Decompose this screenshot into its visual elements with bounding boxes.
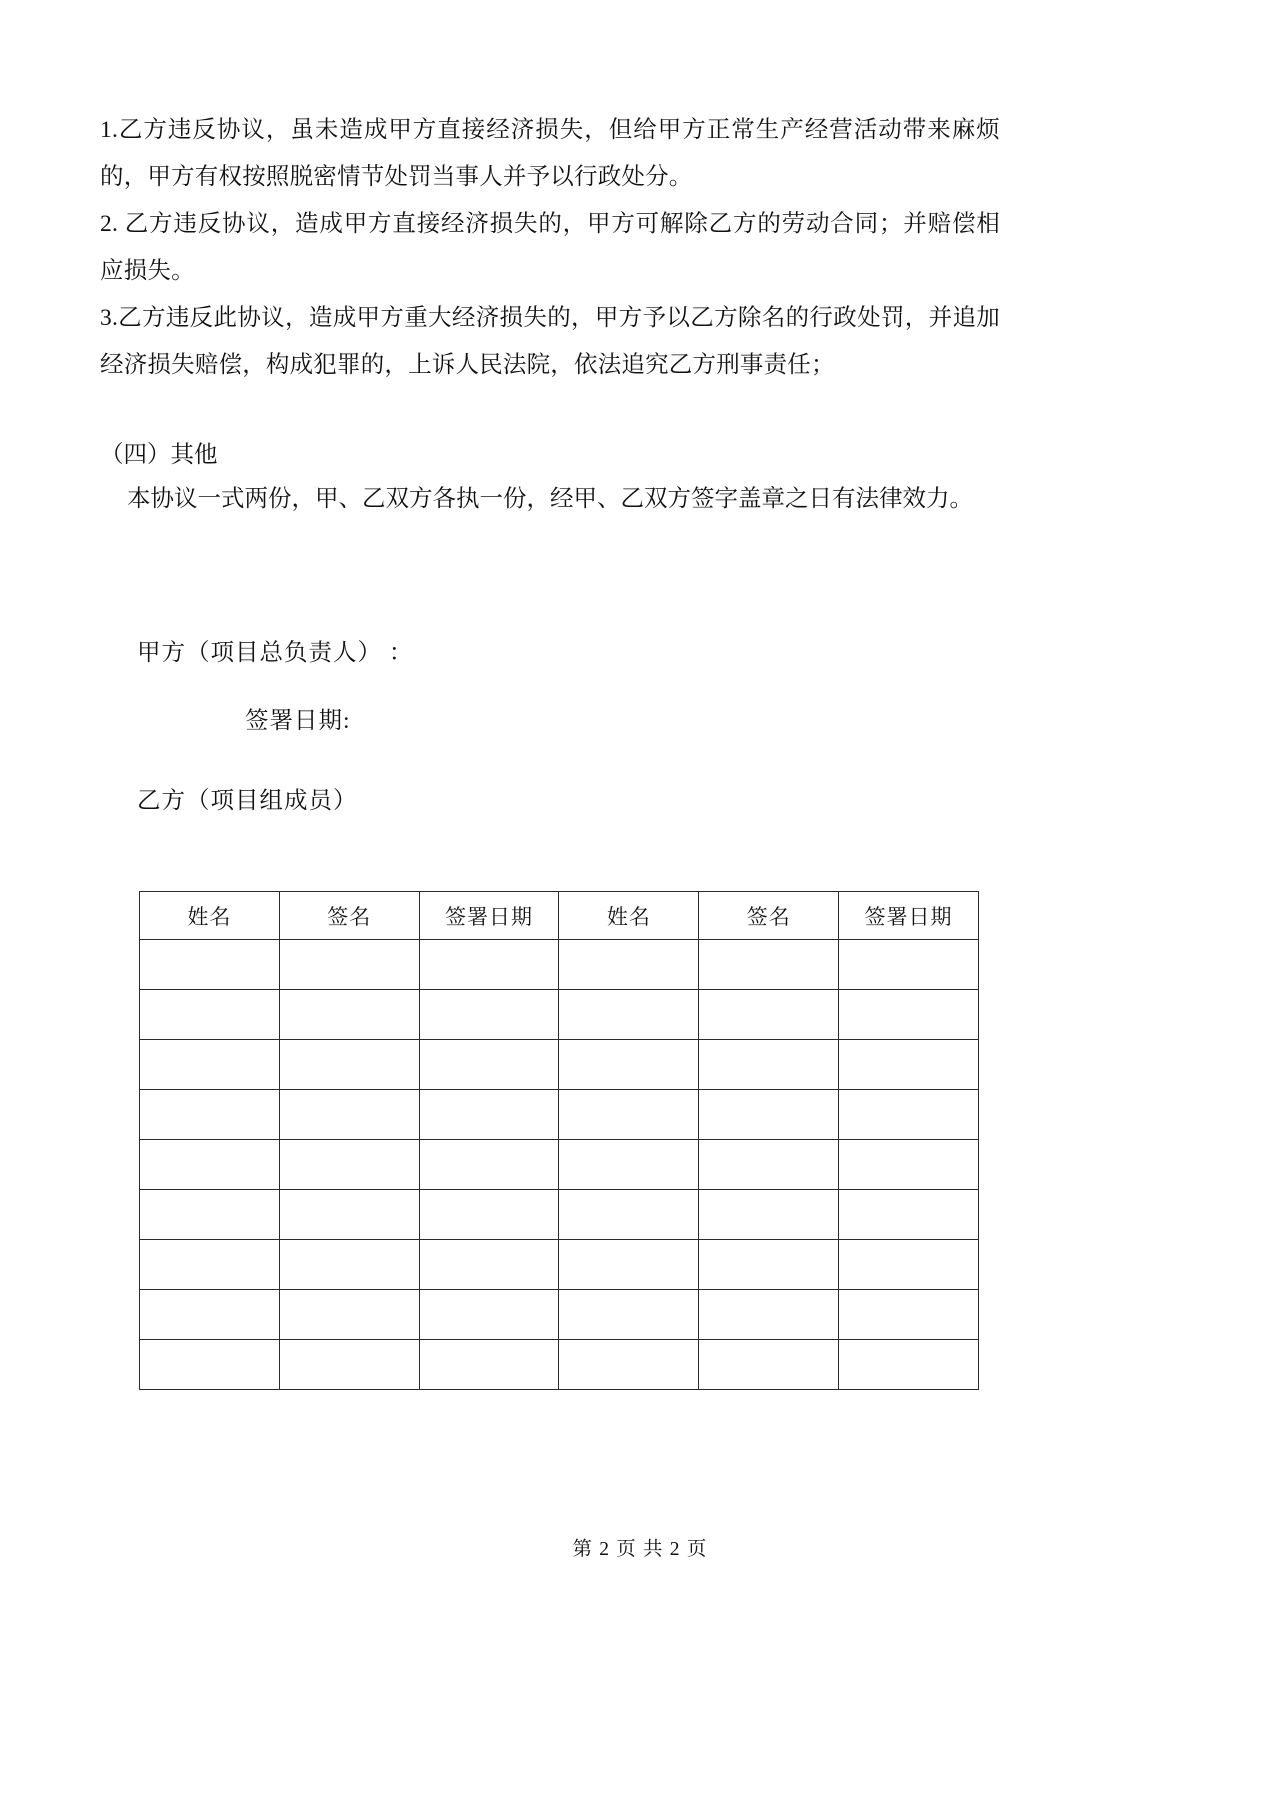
table-row xyxy=(140,1190,979,1240)
table-cell[interactable] xyxy=(839,1190,979,1240)
table-cell[interactable] xyxy=(699,1340,839,1390)
table-cell[interactable] xyxy=(419,1140,559,1190)
table-cell[interactable] xyxy=(699,1290,839,1340)
table-header-row xyxy=(140,892,979,940)
table-cell[interactable] xyxy=(559,1240,699,1290)
party-a-label: 甲方（项目总负责人） ： xyxy=(137,640,414,666)
table-cell[interactable] xyxy=(279,1190,419,1240)
table-spacer xyxy=(100,821,1000,891)
table-row xyxy=(140,1240,979,1290)
column-header-date-2: 签署日期 xyxy=(839,892,979,940)
table-cell[interactable] xyxy=(419,1090,559,1140)
table-cell[interactable] xyxy=(279,940,419,990)
table-cell[interactable] xyxy=(140,1040,280,1090)
table-cell[interactable] xyxy=(559,1190,699,1240)
table-body xyxy=(140,940,979,1390)
table-cell[interactable] xyxy=(419,940,559,990)
table-row xyxy=(140,990,979,1040)
party-a-date-label: 签署日期: xyxy=(245,708,351,734)
table-cell[interactable] xyxy=(279,990,419,1040)
table-row xyxy=(140,1140,979,1190)
table-row xyxy=(140,1340,979,1390)
section-spacer xyxy=(100,389,1000,433)
table-cell[interactable] xyxy=(140,1290,280,1340)
clause-3: 3.乙方违反此协议，造成甲方重大经济损失的，甲方予以乙方除名的行政处罚，并追加经济损失赔偿，构成犯罪的，上诉人民法院，依法追究乙方刑事责任； xyxy=(100,305,1000,378)
table-cell[interactable] xyxy=(419,1340,559,1390)
table-cell[interactable] xyxy=(140,990,280,1040)
table-cell[interactable] xyxy=(140,1090,280,1140)
table-cell[interactable] xyxy=(279,1240,419,1290)
table-cell[interactable] xyxy=(699,1040,839,1090)
table-cell[interactable] xyxy=(839,1290,979,1340)
table-cell[interactable] xyxy=(279,1290,419,1340)
table-cell[interactable] xyxy=(140,1340,280,1390)
column-header-name-2: 姓名 xyxy=(559,892,699,940)
table-cell[interactable] xyxy=(140,1140,280,1190)
table-row xyxy=(140,940,979,990)
table-cell[interactable] xyxy=(559,1290,699,1340)
table-cell[interactable] xyxy=(839,1240,979,1290)
table-cell[interactable] xyxy=(419,1190,559,1240)
table-cell[interactable] xyxy=(140,1190,280,1240)
table-cell[interactable] xyxy=(559,1140,699,1190)
table-cell[interactable] xyxy=(559,1040,699,1090)
table-cell[interactable] xyxy=(839,1140,979,1190)
table-cell[interactable] xyxy=(699,1090,839,1140)
table-cell[interactable] xyxy=(839,940,979,990)
column-header-date-1: 签署日期 xyxy=(419,892,559,940)
table-cell[interactable] xyxy=(140,940,280,990)
table-head xyxy=(140,892,979,940)
table-cell[interactable] xyxy=(559,940,699,990)
column-header-signature-2: 签名 xyxy=(699,892,839,940)
table-cell[interactable] xyxy=(699,1240,839,1290)
table-row xyxy=(140,1290,979,1340)
table-cell[interactable] xyxy=(279,1040,419,1090)
table-cell[interactable] xyxy=(559,990,699,1040)
column-header-signature-1: 签名 xyxy=(279,892,419,940)
table-cell[interactable] xyxy=(699,1190,839,1240)
table-row xyxy=(140,1090,979,1140)
table-cell[interactable] xyxy=(699,990,839,1040)
table-cell[interactable] xyxy=(559,1090,699,1140)
table-cell[interactable] xyxy=(279,1140,419,1190)
table-cell[interactable] xyxy=(839,1090,979,1140)
table-cell[interactable] xyxy=(559,1340,699,1390)
table-row xyxy=(140,1040,979,1090)
table-cell[interactable] xyxy=(839,990,979,1040)
signature-table xyxy=(139,891,979,1390)
signature-spacer-mid xyxy=(100,673,1000,701)
table-cell[interactable] xyxy=(279,1090,419,1140)
top-spacer xyxy=(100,0,1000,107)
page-footer: 第 2 页 共 2 页 xyxy=(572,1539,708,1560)
table-cell[interactable] xyxy=(419,1240,559,1290)
section-heading-other: （四）其他 xyxy=(100,442,218,468)
table-cell[interactable] xyxy=(839,1040,979,1090)
section-body-other: 本协议一式两份，甲、乙双方各执一份，经甲、乙双方签字盖章之日有法律效力。 xyxy=(127,486,973,512)
table-cell[interactable] xyxy=(419,1040,559,1090)
column-header-name-1: 姓名 xyxy=(140,892,280,940)
page-content xyxy=(100,0,1000,1390)
table-cell[interactable] xyxy=(839,1340,979,1390)
clause-2: 2. 乙方违反协议，造成甲方直接经济损失的，甲方可解除乙方的劳动合同；并赔偿相应损失。 xyxy=(100,211,1000,284)
table-cell[interactable] xyxy=(699,1140,839,1190)
clause-1: 1.乙方违反协议，虽未造成甲方直接经济损失，但给甲方正常生产经营活动带来麻烦的，甲方有权按照脱密情节处罚当事人并予以行政处分。 xyxy=(100,117,1000,190)
party-b-label: 乙方（项目组成员） xyxy=(137,788,358,814)
table-cell[interactable] xyxy=(279,1340,419,1390)
signature-spacer-mid2 xyxy=(100,741,1000,781)
table-cell[interactable] xyxy=(419,990,559,1040)
table-cell[interactable] xyxy=(699,940,839,990)
table-cell[interactable] xyxy=(140,1240,280,1290)
signature-spacer-top xyxy=(100,521,1000,633)
table-cell[interactable] xyxy=(419,1290,559,1340)
